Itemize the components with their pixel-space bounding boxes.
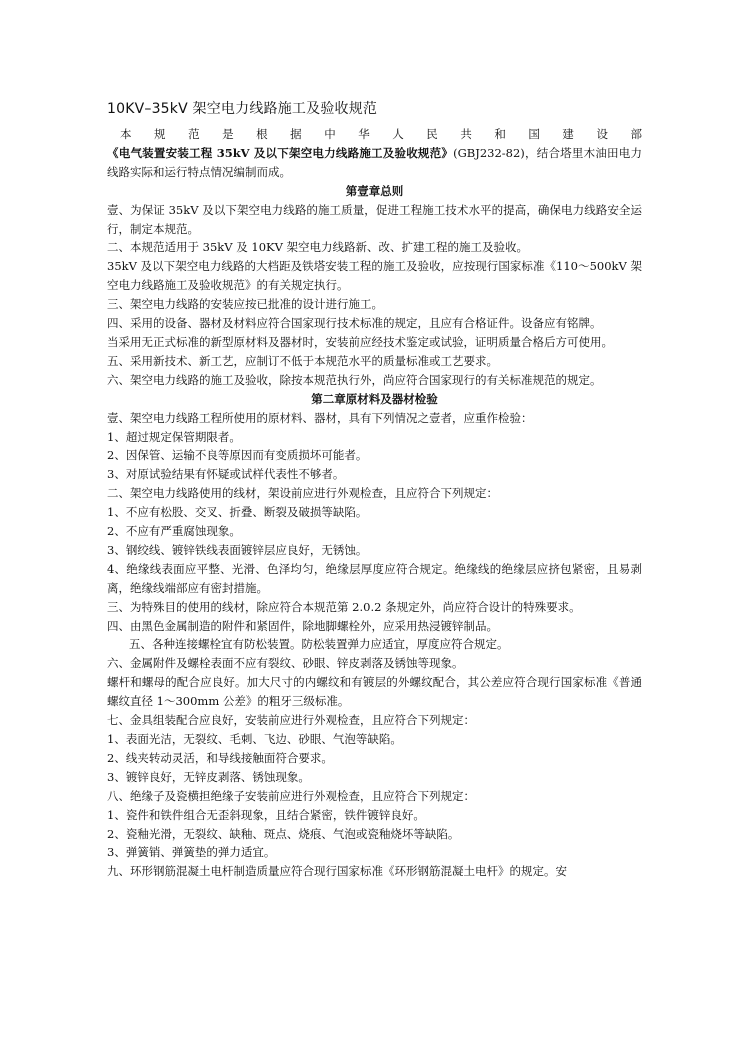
paragraph: 35kV 及以下架空电力线路的大档距及铁塔安装工程的施工及验收，应按现行国家标准《110～500kV 架空电力线路施工及验收规范》的有关规定执行。 [107, 259, 642, 293]
document-body [107, 125, 642, 881]
paragraph: 壹、为保证 35kV 及以下架空电力线路的施工质量，促进工程施工技术水平的提高，确保电力线路安全运行，制定本规范。 [107, 202, 642, 236]
list-item: 1、超过规定保管期限者。 [107, 429, 241, 444]
list-item: 3、对原试验结果有怀疑或试样代表性不够者。 [107, 467, 345, 482]
intro-standard-title: 《电气装置安装工程 35kV 及以下架空电力线路施工及验收规范》 [107, 145, 454, 160]
list-item: 2、线夹转动灵活，和导线接触面符合要求。 [107, 750, 333, 765]
paragraph: 二、架空电力线路使用的线材，架设前应进行外观检查，且应符合下列规定： [107, 486, 498, 501]
list-item: 1、不应有松股、交叉、折叠、断裂及破损等缺陷。 [107, 505, 368, 520]
intro-prefix: 本规范是根据中华人民共和国建设部 [120, 127, 642, 141]
chapter-1-heading: 第壹章总则 [345, 183, 404, 198]
chapter-2-heading: 第二章原材料及器材检验 [311, 391, 438, 406]
paragraph: 五、各种连接螺栓宜有防松装置。防松装置弹力应适宜，厚度应符合规定。 [129, 637, 509, 652]
list-item: 3、镀锌良好，无锌皮剥落、锈蚀现象。 [107, 769, 310, 784]
paragraph: 壹、架空电力线路工程所使用的原材料、器材，具有下列情况之壹者，应重作检验： [107, 410, 533, 425]
paragraph: 六、金属附件及螺栓表面不应有裂纹、砂眼、锌皮剥落及锈蚀等现象。 [107, 656, 464, 671]
intro-paragraph [107, 125, 642, 182]
paragraph: 四、由黑色金属制造的附件和紧固件，除地脚螺栓外，应采用热浸镀锌制品。 [107, 618, 498, 633]
paragraph: 二、本规范适用于 35kV 及 10KV 架空电力线路新、改、扩建工程的施工及验收。 [107, 240, 529, 255]
paragraph: 六、架空电力线路的施工及验收，除按本规范执行外，尚应符合国家现行的有关标准规范的规定。 [107, 372, 602, 387]
document-title: 10KV–35kV 架空电力线路施工及验收规范 [107, 101, 378, 117]
paragraph: 七、金具组装配合应良好，安装前应进行外观检查，且应符合下列规定： [107, 713, 475, 728]
list-item: 2、瓷釉光滑，无裂纹、缺釉、斑点、烧痕、气泡或瓷釉烧坏等缺陷。 [107, 826, 460, 841]
list-item: 3、钢绞线、镀锌铁线表面镀锌层应良好，无锈蚀。 [107, 542, 368, 557]
paragraph: 三、为特殊目的使用的线材，除应符合本规范第 2.0.2 条规定外，尚应符合设计的特殊要求。 [107, 599, 581, 614]
paragraph: 八、绝缘子及瓷横担绝缘子安装前应进行外观检查，且应符合下列规定： [107, 788, 475, 803]
list-item: 1、瓷件和铁件组合无歪斜现象，且结合紧密，铁件镀锌良好。 [107, 807, 425, 822]
list-item: 1、表面光洁，无裂纹、毛刺、飞边、砂眼、气泡等缺陷。 [107, 732, 402, 746]
list-item: 4、绝缘线表面应平整、光滑、色泽均匀，绝缘层厚度应符合规定。绝缘线的绝缘层应挤包紧密，且易剥离，绝缘线端部应有密封措施。 [107, 561, 642, 595]
list-item: 2、因保管、运输不良等原因而有变质损坏可能者。 [107, 448, 368, 463]
paragraph: 四、采用的设备、器材及材料应符合国家现行技术标准的规定，且应有合格证件。设备应有铭牌。 [107, 316, 602, 331]
paragraph: 九、环形钢筋混凝土电杆制造质量应符合现行国家标准《环形钢筋混凝土电杆》的规定。安 [107, 864, 567, 879]
list-item: 2、不应有严重腐蚀现象。 [107, 524, 241, 539]
intro-suffix: (GBJ232-82)，结合塔里木油田电力线路实际和运行特点情况编制而成。 [107, 145, 642, 179]
list-item: 3、弹簧销、弹簧垫的弹力适宜。 [107, 845, 276, 860]
paragraph: 螺杆和螺母的配合应良好。加大尺寸的内螺纹和有镀层的外螺纹配合，其公差应符合现行国家标准《普通螺纹直径 1～300mm 公差》的粗牙三级标准。 [107, 675, 642, 709]
paragraph: 五、采用新技术、新工艺，应制订不低于本规范水平的质量标准或工艺要求。 [107, 353, 498, 368]
paragraph: 当采用无正式标准的新型原材料及器材时，安装前应经技术鉴定或试验，证明质量合格后方可使用。 [107, 334, 613, 349]
paragraph: 三、架空电力线路的安装应按已批准的设计进行施工。 [107, 297, 383, 312]
